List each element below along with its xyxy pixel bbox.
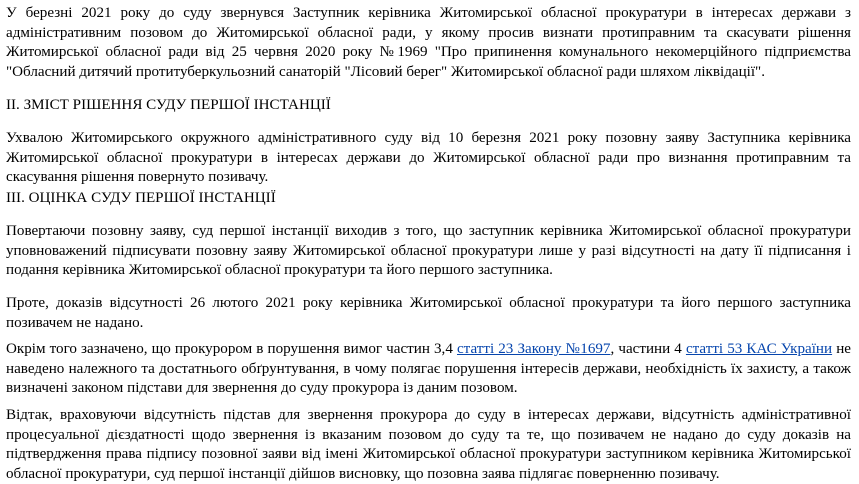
paragraph-law-violation <box>6 340 851 399</box>
section-heading-iii: III. ОЦІНКА СУДУ ПЕРШОЇ ІНСТАНЦІЇ <box>6 190 276 206</box>
paragraph-claim: У березні 2021 року до суду звернувся Заступник керівника Житомирської обласної прокуратури в інтересах держави з адміністративним позовом до Житомирської обласної ради, у якому просив визнати протиправним та скасувати рішення Житомирської обласної ради від 25 червня 2020 року №1969 "Про припинення комунального некомерційного підприємства "Обласний дитячий протитуберкульозний санаторій "Лісовий берег" Житомирської обласної ради шляхом ліквідації". <box>6 5 851 80</box>
paragraph-text-segment: Окрім того зазначено, що прокурором в порушення вимог частин 3,4 <box>6 341 457 357</box>
paragraph-conclusion: Відтак, враховуючи відсутність підстав для звернення прокурора до суду в інтересах держави, відсутність адміністративної процесуальної дієздатності щодо звернення із вказаним позовом до суду та те, що позивачем не надано до суду доказів на підтвердження права підпису позовної заяви від імені Житомирської обласної прокуратури заступником керівника Житомирської обласної прокуратури, суд першої інстанції дійшов висновку, що позовна заява підлягає поверненню позивачу. <box>6 407 851 482</box>
paragraph-ruling: Ухвалою Житомирського окружного адміністративного суду від 10 березня 2021 року позовну заяву Заступника керівника Житомирської обласної прокуратури в інтересах держави до Житомирської обласної ради про визнання протиправним та скасування рішення повернуто позивачу. <box>6 130 851 185</box>
section-heading-ii: II. ЗМІСТ РІШЕННЯ СУДУ ПЕРШОЇ ІНСТАНЦІЇ <box>6 97 331 113</box>
paragraph-no-evidence: Проте, доказів відсутності 26 лютого 2021 року керівника Житомирської обласної прокуратури та його першого заступника позивачем не надано. <box>6 295 851 331</box>
law-link-article-53[interactable]: статті 53 КАС України <box>685 341 833 357</box>
paragraph-court-reasoning: Повертаючи позовну заяву, суд першої інстанції виходив з того, що заступник керівника Житомирської обласної прокуратури уповноважений підписувати позовну заяву Житомирської обласної прокуратури лише у разі відсутності на дату її підписання і подання керівника Житомирської обласної прокуратури та його першого заступника. <box>6 223 851 278</box>
paragraph-text-segment: , частини 4 <box>610 341 686 357</box>
paragraph-text-segment: не наведено належного та достатнього обґрунтування, в чому полягає порушення інтересів держави, необхідність їх захисту, а також визначені законом підстави для звернення до суду прокурора із даним позовом. <box>6 341 851 396</box>
law-link-article-23[interactable]: статті 23 Закону №1697 <box>456 341 611 357</box>
